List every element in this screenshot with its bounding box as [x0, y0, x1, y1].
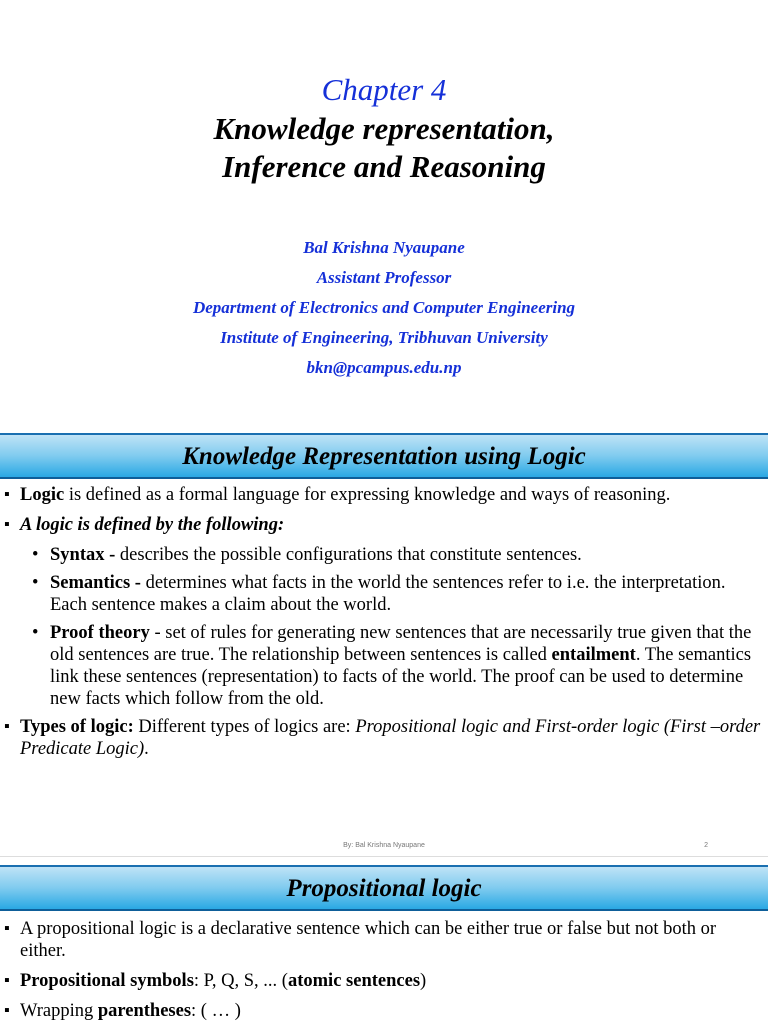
bullet-proof-theory	[0, 622, 768, 710]
author-email: bkn@pcampus.edu.np	[306, 358, 462, 377]
text-syntax: describes the possible configurations that constitute sentences.	[119, 545, 582, 565]
slide-3-content	[0, 918, 768, 1024]
slide-3-header: Propositional logic	[0, 865, 768, 911]
term-parentheses: parentheses	[97, 1001, 192, 1021]
term-semantics: Semantics -	[50, 573, 146, 593]
text-symbols-end: )	[420, 971, 427, 991]
bullet-syntax	[0, 544, 768, 566]
bullet-semantics	[0, 572, 768, 616]
author-block	[0, 233, 768, 383]
term-syntax: Syntax -	[50, 545, 120, 565]
title-slide	[0, 0, 768, 420]
term-entailment: entailment	[551, 645, 636, 665]
bullet-parentheses	[0, 1000, 768, 1022]
text-symbols: : P, Q, S, ... (	[193, 971, 288, 991]
text-parentheses-end: : ( … )	[191, 1001, 241, 1021]
text-types-end: .	[144, 739, 149, 759]
text-proof-2: . The semantics link these sentences (representation) to facts of the world. The proof can be used to determine new facts which follow from the old.	[50, 645, 752, 709]
footer-author: By: Bal Krishna Nyaupane	[343, 842, 425, 849]
author-department: Department of Electronics and Computer Engineering	[192, 298, 576, 317]
bullet-types-of-logic	[0, 716, 768, 760]
slide-2-header: Knowledge Representation using Logic	[0, 433, 768, 479]
bullet-logic-definition	[0, 484, 768, 506]
title-line-2: Inference and Reasoning	[222, 149, 546, 184]
author-name: Bal Krishna Nyaupane	[303, 238, 465, 257]
author-institute: Institute of Engineering, Tribhuvan University	[220, 328, 548, 347]
slide-2-footer	[0, 840, 768, 854]
text-logic: is defined as a formal language for expressing knowledge and ways of reasoning.	[64, 485, 671, 505]
bullet-logic-defined-by	[0, 514, 768, 536]
text-proof-1: - set of rules for generating new sentences that are necessarily true given that the old sentences are true. The relationship between sentences is called	[50, 623, 752, 665]
slide-divider	[0, 856, 768, 857]
term-proof-theory: Proof theory	[50, 623, 150, 643]
footer-page-number: 2	[704, 842, 708, 849]
term-atomic-sentences: atomic sentences	[287, 971, 421, 991]
chapter-title	[0, 110, 768, 186]
text-wrapping: Wrapping	[20, 1001, 98, 1021]
term-types: Types of logic:	[20, 717, 134, 737]
author-position: Assistant Professor	[316, 268, 452, 287]
bullet-propositional-symbols	[0, 970, 768, 992]
text-types-italic: Propositional logic and First-order logic (First –order Predicate Logic)	[20, 717, 761, 759]
text-semantics: determines what facts in the world the sentences refer to i.e. the interpretation. Each sentence makes a claim about the world.	[50, 573, 726, 615]
title-line-1: Knowledge representation,	[213, 111, 555, 146]
text-propositional: A propositional logic is a declarative sentence which can be either true or false but not both or either.	[20, 919, 717, 961]
chapter-label: Chapter 4	[321, 72, 447, 107]
bullet-propositional-definition	[0, 918, 768, 962]
term-propositional-symbols: Propositional symbols	[20, 971, 194, 991]
term-logic: Logic	[20, 485, 65, 505]
slide-2-content	[0, 484, 768, 768]
text-defined-by: A logic is defined by the following:	[20, 515, 285, 535]
text-types: Different types of logics are:	[133, 717, 356, 737]
